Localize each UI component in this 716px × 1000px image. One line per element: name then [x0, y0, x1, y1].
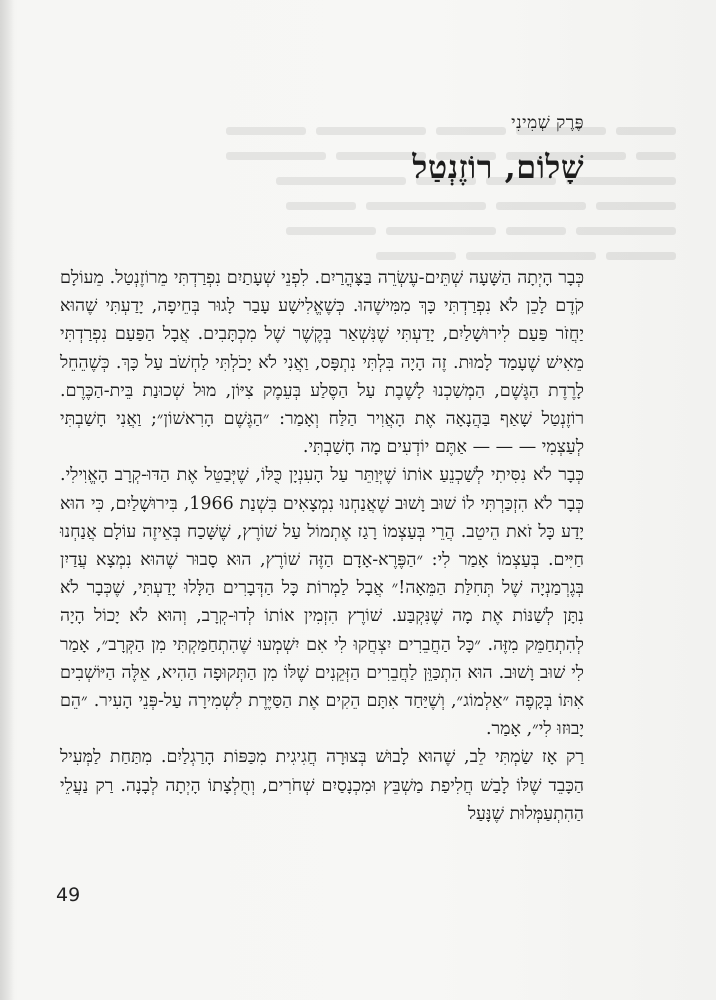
page-number: 49 [56, 884, 81, 906]
chapter-body [60, 264, 584, 828]
chapter-title: שָׁלוֹם, רוֹזֶנְטַל [412, 148, 584, 186]
chapter-label: פֶּרֶק שְׁמִינִי [511, 113, 584, 133]
page-gutter-shadow [0, 0, 14, 1000]
paragraph: רַק אָז שַׂמְתִּי לֵב, שֶׁהוּא לָבוּשׁ בְּצוּרָה חֲגִיגִית מִכַּפּוֹת הָרַגְלַיִם. מִתַּחַת לַמְּעִיל הַכָּבֵד שֶׁלּוֹ לָבַשׁ חֲלִיפַת מַשְׁבֵּץ וּמִכְנָסַיִם שְׁחֹרִים, וְחֻלְצָתוֹ הָיְתָה לְבָנָה. רַק נַעֲלֵי הַהִתְעַמְּלוּת שֶׁנָּעַל [60, 747, 584, 824]
paragraph: כְּבָר לֹא נִסִּיתִי לְשַׁכְנֵעַ אוֹתוֹ שֶׁיְּוַתֵּר עַל הָעִנְיָן כֻּלּוֹ, שֶׁיְּבַטֵּל אֶת הַדּוּ-קְרָב הָאֱוִילִי. כְּבָר לֹא הִזְכַּרְתִּי לוֹ שׁוּב וָשׁוּב שֶׁאֲנַחְנוּ נִמְצָאִים בִּשְׁנַת 1966, בִּירוּשָׁלַיִם, כִּי הוּא יָדַע כָּל זֹאת הֵיטֵב. הֲרֵי בְּעַצְמוֹ רָגַז אֶתְמוֹל עַל שׁוֹרֶץ, שֶׁשָּׁכַח בְּאֵיזֶה עוֹלָם אֲנַחְנוּ חַיִּים. בְּעַצְמוֹ אָמַר לִי: ״הַפֶּרֶא-אָדָם הַזֶּה שׁוֹרֶץ, הוּא סָבוּר שֶׁהוּא נִמְצָא עֲדַיִן בְּגֶרְמַנְיָה שֶׁל תְּחִלַּת הַמֵּאָה!״ אֲבָל לַמְרוֹת כָּל הַדְּבָרִים הַלָּלוּ יָדַעְתִּי, שֶׁכְּבָר לֹא נִתָּן לְשַׁנּוֹת אֶת מָה שֶׁנִּקְבַּע. שׁוֹרֶץ הִזְמִין אוֹתוֹ לְדוּ-קְרָב, וְהוּא לֹא יָכוֹל הָיָה לְהִתְחַמֵּק מִזֶּה. ״כָּל הַחֲבֵרִים יִצְחֲקוּ לִי אִם יִשְׁמְעוּ שֶׁהִתְחַמַּקְתִּי מִן הַקְּרָב״, אָמַר לִי שׁוּב וָשׁוּב. הוּא הִתְכַּוֵּן לַחֲבֵרִים הַזְּקֵנִים שֶׁלּוֹ מִן הַתְּקוּפָה הַהִיא, אֵלֶּה הַיּוֹשְׁבִים אִתּוֹ בְּקָפֶה ״אַלְמוֹג״, וְשֶׁיַּחַד אִתָּם הֵקִים אֶת הַסַּיֶּרֶת לִשְׁמִירָה עַל-פְּנֵי הָעִיר. ״הֵם יָבוּזוּ לִי״, אָמַר. [60, 465, 584, 740]
paragraph: כְּבָר הָיְתָה הַשָּׁעָה שְׁתֵּים-עֶשְׂרֵה בַּצָּהֳרַיִם. לִפְנֵי שְׁעָתַיִם נִפְרַדְתִּי מֵרוֹזֶנְטַל. מֵעוֹלָם קֹדֶם לָכֵן לֹא נִפְרַדְתִּי כָּךְ מִמִּישֶׁהוּ. כְּשֶׁאֱלִישָׁע עָבַר לָגוּר בְּחֵיפָה, יָדַעְתִּי שֶׁהוּא יַחֲזֹר פַּעַם לִירוּשָׁלַיִם, יָדַעְתִּי שֶׁנִּשְׁאַר בְּקֶשֶׁר שֶׁל מִכְתָּבִים. אֲבָל הַפַּעַם נִפְרַדְתִּי מֵאִישׁ שֶׁעָמַד לָמוּת. זֶה הָיָה בִּלְתִּי נִתְפָּס, וַאֲנִי לֹא יָכֹלְתִּי לַחְשֹׁב עַל כָּךְ. כְּשֶׁהֵחֵל לָרֶדֶת הַגֶּשֶׁם, הַמְשַׁכְנוּ לָשֶׁבֶת עַל הַסֶּלַע בְּעֵמֶק צִיּוֹן, מוּל שְׁכוּנַת בֵּית-הַכֶּרֶם. רוֹזֶנְטַל שָׁאַף בַּהֲנָאָה אֶת הָאֲוִיר הַלַּח וְאָמַר: ״הַגֶּשֶׁם הָרִאשׁוֹן״; וַאֲנִי חָשַׁבְתִּי לְעַצְמִי — — — אַתֶּם יוֹדְעִים מָה חָשַׁבְתִּי. [60, 268, 584, 458]
